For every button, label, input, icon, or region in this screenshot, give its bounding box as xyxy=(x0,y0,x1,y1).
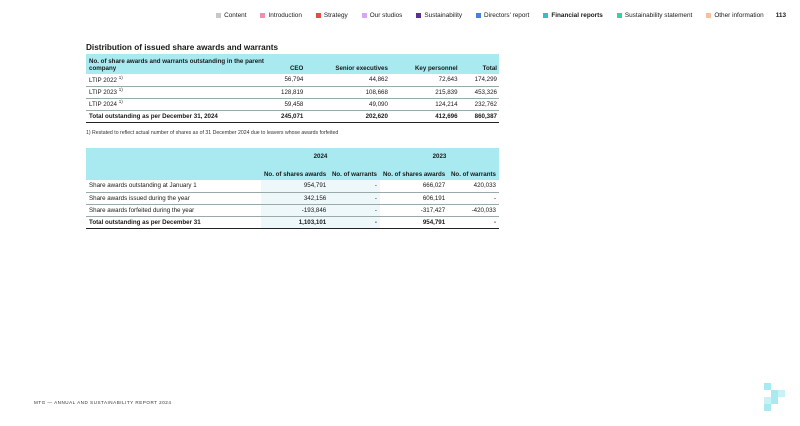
column-header-warrants-2024: No. of warrants xyxy=(331,170,377,178)
total-value: 245,071 xyxy=(266,110,305,122)
column-header-warrants-2023: No. of warrants xyxy=(450,170,496,178)
cell-value: -420,033 xyxy=(448,204,499,216)
column-header-ceo: CEO xyxy=(289,65,304,72)
cell-value: - xyxy=(329,204,380,216)
total-value: 412,696 xyxy=(390,110,460,122)
row-label: Share awards outstanding at January 1 xyxy=(86,180,261,192)
cell-value: 232,762 xyxy=(460,98,499,110)
total-value: - xyxy=(448,216,499,228)
year-header-row xyxy=(86,148,499,160)
total-value: - xyxy=(329,216,380,228)
nav-item-content[interactable]: Content xyxy=(216,12,246,19)
total-value: 860,387 xyxy=(460,110,499,122)
table-total-row xyxy=(86,216,499,228)
cell-value: - xyxy=(448,192,499,204)
cell-value: 128,819 xyxy=(266,86,305,98)
cell-value: 420,033 xyxy=(448,180,499,192)
nav-item-introduction[interactable]: Introduction xyxy=(260,12,301,19)
directors-report-swatch-icon xyxy=(476,13,481,18)
total-label: Total outstanding as per December 31 xyxy=(86,216,261,228)
brand-logo-icon xyxy=(764,383,786,411)
footnote-marker: 1) xyxy=(118,87,123,93)
cell-value: 666,027 xyxy=(380,180,448,192)
footnote: 1) Restated to reflect actual number of shares as of 31 December 2024 due to leavers whose awards forfeited xyxy=(86,130,339,136)
cell-value: 44,862 xyxy=(305,74,390,86)
table-row xyxy=(86,98,499,110)
cell-value: - xyxy=(329,192,380,204)
introduction-swatch-icon xyxy=(260,13,265,18)
row-label: LTIP 2022 xyxy=(89,77,117,85)
financial-reports-swatch-icon xyxy=(543,13,548,18)
cell-value: 72,643 xyxy=(390,74,460,86)
cell-value: 453,326 xyxy=(460,86,499,98)
table-header-row xyxy=(86,54,499,74)
share-awards-distribution-table xyxy=(86,54,499,123)
total-label: Total outstanding as per December 31, 2024 xyxy=(86,110,266,122)
cell-value: 174,299 xyxy=(460,74,499,86)
column-header-key-personnel: Key personnel xyxy=(414,65,458,72)
nav-item-sustainability-statement[interactable]: Sustainability statement xyxy=(617,12,693,19)
share-awards-movement-table xyxy=(86,148,499,229)
column-header-share-awards-2024: No. of shares awards xyxy=(263,170,327,178)
other-information-swatch-icon xyxy=(706,13,711,18)
nav-item-our-studios[interactable]: Our studios xyxy=(362,12,403,19)
footnote-marker: 1) xyxy=(118,75,123,81)
content-swatch-icon xyxy=(216,13,221,18)
cell-value: 59,458 xyxy=(266,98,305,110)
table-row xyxy=(86,180,499,192)
cell-value: -317,427 xyxy=(380,204,448,216)
cell-value: 124,214 xyxy=(390,98,460,110)
row-label: Share awards issued during the year xyxy=(86,192,261,204)
footnote-marker: 1) xyxy=(118,99,123,105)
our-studios-swatch-icon xyxy=(362,13,367,18)
row-label: LTIP 2024 xyxy=(89,101,117,109)
cell-value: 56,794 xyxy=(266,74,305,86)
table-row xyxy=(86,204,499,216)
top-navigation xyxy=(202,9,786,21)
cell-value: 954,791 xyxy=(261,180,329,192)
table-total-row xyxy=(86,110,499,122)
nav-item-sustainability[interactable]: Sustainability xyxy=(416,12,462,19)
column-header-share-awards-2023: No. of shares awards xyxy=(382,170,446,178)
total-value: 954,791 xyxy=(380,216,448,228)
cell-value: 215,839 xyxy=(390,86,460,98)
column-header-senior-executives: Senior executives xyxy=(335,65,388,72)
total-value: 202,620 xyxy=(305,110,390,122)
table-row xyxy=(86,86,499,98)
nav-item-strategy[interactable]: Strategy xyxy=(316,12,348,19)
sustainability-swatch-icon xyxy=(416,13,421,18)
cell-value: - xyxy=(329,180,380,192)
nav-item-other-information[interactable]: Other information xyxy=(706,12,763,19)
table-row xyxy=(86,192,499,204)
cell-value: 606,191 xyxy=(380,192,448,204)
year-header-2023: 2023 xyxy=(432,153,447,160)
year-header-2024: 2024 xyxy=(313,153,328,160)
cell-value: -193,846 xyxy=(261,204,329,216)
cell-value: 342,156 xyxy=(261,192,329,204)
cell-value: 49,090 xyxy=(305,98,390,110)
page-number: 113 xyxy=(775,11,786,19)
cell-value: 108,668 xyxy=(305,86,390,98)
nav-item-financial-reports[interactable]: Financial reports xyxy=(543,12,603,19)
strategy-swatch-icon xyxy=(316,13,321,18)
table-row xyxy=(86,74,499,86)
section-title: Distribution of issued share awards and warrants xyxy=(86,43,278,52)
nav-item-directors-report[interactable]: Directors' report xyxy=(476,12,529,19)
page-footer: MTG — ANNUAL AND SUSTAINABILITY REPORT 2024 xyxy=(34,400,172,405)
column-header-total: Total xyxy=(482,65,497,72)
column-header-description: No. of share awards and warrants outstanding in the parent company xyxy=(89,58,264,72)
sustainability-statement-swatch-icon xyxy=(617,13,622,18)
row-label: LTIP 2023 xyxy=(89,89,117,97)
row-label: Share awards forfeited during the year xyxy=(86,204,261,216)
total-value: 1,103,101 xyxy=(261,216,329,228)
subheader-row xyxy=(86,160,499,180)
